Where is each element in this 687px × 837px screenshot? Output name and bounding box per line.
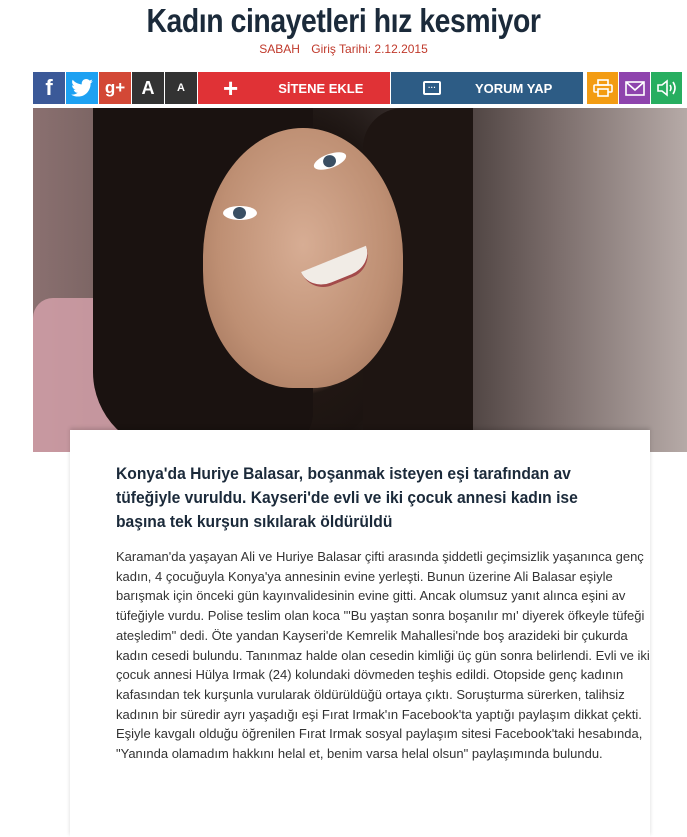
- google-plus-share-button[interactable]: [99, 72, 131, 104]
- article-summary: Konya'da Huriye Balasar, boşanmak isteyen eşi tarafından av tüfeğiyle vuruldu. Kayseri'de evli ve iki çocuk annesi kadın ise başına tek kurşun sıkılarak öldürüldü: [116, 464, 578, 531]
- comment-button[interactable]: [391, 72, 583, 104]
- listen-button[interactable]: [651, 72, 682, 104]
- facebook-share-button[interactable]: [33, 72, 65, 104]
- comment-bubble-icon: ···: [423, 81, 441, 95]
- plus-icon: +: [223, 73, 239, 103]
- share-toolbar: [33, 72, 687, 104]
- date-value: 2.12.2015: [374, 42, 428, 56]
- envelope-icon: [625, 81, 645, 96]
- source-label[interactable]: SABAH: [259, 42, 300, 56]
- font-large-icon: A: [141, 77, 155, 98]
- twitter-share-button[interactable]: [66, 72, 98, 104]
- comment-label: YORUM YAP: [475, 80, 553, 96]
- date-label: Giriş Tarihi:: [311, 42, 372, 56]
- article-body: Karaman'da yaşayan Ali ve Huriye Balasar çifti arasında şiddetli geçimsizlik yaşanınca genç kadın, 4 çocuğuyla Konya'ya annesinin evine yerleşti. Bunun üzerine Ali Balasar eşiyle barışmak için önceki gün kayınvalidesinin evine gitti. Ancak olumsuz yanıt alınca eşini av tüfeğiyle vurdu. Polise teslim olan koca "'Bu yaştan sonra boşanılır mı' diyerek öfkeyle tüfeği ateşledim" dedi. Öte yandan Kayseri'de Kemrelik Mahallesi'nde boş arazideki bir çukurda kadın cesedi bulundu. Tanınmaz halde olan cesedin kimliği üç gün sonra belirlendi. Evli ve iki çocuk annesi Hülya Irmak (24) kolundaki dövmeden teşhis edildi. Otopside genç kadının kafasından tek kurşunla vurularak öldürüldüğü ortaya çıktı. Soruşturma sürerken, talihsiz kadının bir süredir ayrı yaşadığı eşi Fırat Irmak'ın Facebook'ta yaptığı paylaşım dikkat çekti. Eşiyle kavgalı olduğu öğrenilen Fırat Irmak sosyal paylaşım sitesi Facebook'taki hesabında, "Yanında olamadım hakkını helal et, benim varsa helal olsun" paylaşımında bulundu.: [116, 549, 650, 762]
- add-to-site-button[interactable]: [198, 72, 390, 104]
- printer-icon: [593, 79, 613, 97]
- article-meta: [0, 42, 687, 56]
- photo-eye-left: [223, 206, 257, 220]
- print-button[interactable]: [587, 72, 618, 104]
- twitter-icon: [71, 79, 93, 97]
- font-increase-button[interactable]: [132, 72, 164, 104]
- photo-face: [203, 128, 403, 388]
- page-title: Kadın cinayetleri hız kesmiyor: [146, 2, 541, 39]
- font-small-icon: A: [177, 82, 185, 94]
- facebook-icon: f: [45, 75, 53, 100]
- email-button[interactable]: [619, 72, 650, 104]
- toolbar-spacer: [584, 72, 586, 104]
- font-decrease-button[interactable]: [165, 72, 197, 104]
- article-card: [70, 430, 650, 837]
- google-plus-icon: g+: [104, 78, 126, 97]
- add-to-site-label: SİTENE EKLE: [278, 80, 364, 96]
- article-photo: [33, 108, 687, 452]
- speaker-icon: [656, 79, 678, 97]
